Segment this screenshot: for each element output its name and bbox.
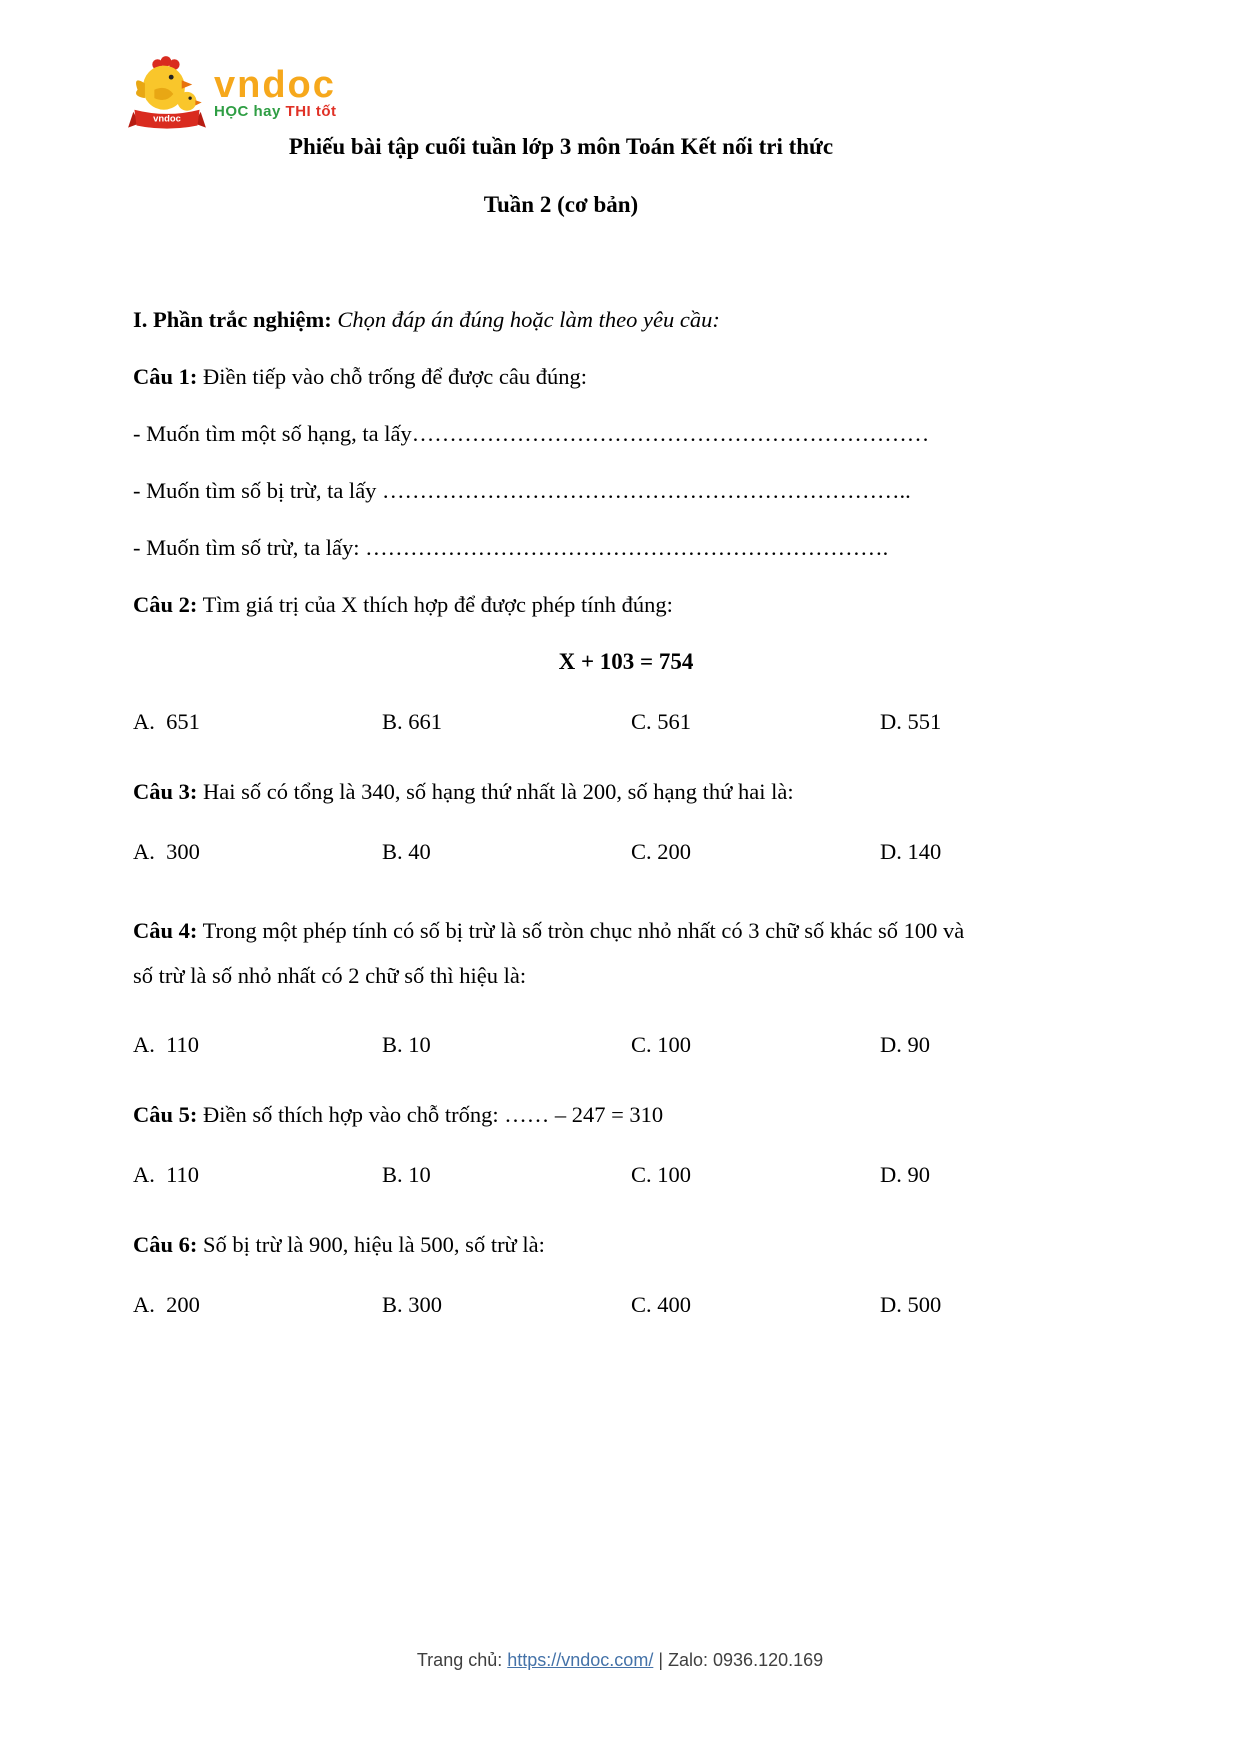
question-2-label: Câu 2: [133,592,198,617]
question-3-label: Câu 3: [133,779,198,804]
option-a: A. 651 [133,709,200,734]
option-b: B. 10 [382,1032,431,1057]
section-heading [133,306,989,333]
question-5-label: Câu 5: [133,1102,198,1127]
question-1 [133,363,989,390]
question-3-options [133,838,989,865]
document-content [133,0,989,1318]
page-title: Phiếu bài tập cuối tuần lớp 3 môn Toán Kết nối tri thức [288,134,834,159]
question-3 [133,778,989,805]
question-1-label: Câu 1: [133,364,198,389]
option-c: C. 200 [631,839,692,864]
option-d: D. 90 [880,1032,930,1057]
option-d: D. 500 [880,1292,942,1317]
option-d: D. 140 [880,839,942,864]
section-label: I. Phần trắc nghiệm: [133,307,332,332]
option-b: B. 10 [382,1162,431,1187]
option-a: A. 110 [133,1162,200,1187]
question-5-text: Điền số thích hợp vào chỗ trống: …… – 247 = 310 [197,1102,664,1127]
question-4-label: Câu 4: [133,918,198,943]
question-1-blank-line-1: - Muốn tìm một số hạng, ta lấy…………………………………………………………… [133,421,930,446]
option-a: A. 110 [133,1032,200,1057]
question-5-options [133,1161,989,1188]
question-6-label: Câu 6: [133,1232,198,1257]
logo-tagline-red: THI tốt [285,103,337,120]
question-6 [133,1231,989,1258]
question-1-text: Điền tiếp vào chỗ trống để được câu đúng: [197,364,587,389]
section-instruction: Chọn đáp án đúng hoặc làm theo yêu cầu: [331,307,720,332]
page-footer [0,1648,1240,1672]
question-2-options [133,708,989,735]
option-a: A. 200 [133,1292,200,1317]
question-6-options [133,1291,989,1318]
option-b: B. 661 [382,709,443,734]
option-a: A. 300 [133,839,200,864]
question-1-blank-line-3: - Muốn tìm số trừ, ta lấy: ……………………………………………………………. [133,535,889,560]
question-1-blank-line-2: - Muốn tìm số bị trừ, ta lấy …………………………………………………………….. [133,478,911,503]
page-subtitle: Tuần 2 (cơ bản) [483,192,639,217]
question-2 [133,591,989,618]
option-c: C. 100 [631,1162,692,1187]
option-c: C. 400 [631,1292,692,1317]
question-3-text: Hai số có tổng là 340, số hạng thứ nhất là 200, số hạng thứ hai là: [197,779,794,804]
option-d: D. 90 [880,1162,930,1187]
question-5 [133,1101,989,1128]
footer-suffix: | Zalo: 0936.120.169 [653,1650,824,1670]
option-b: B. 300 [382,1292,443,1317]
question-2-text: Tìm giá trị của X thích hợp để được phép tính đúng: [197,592,673,617]
home-link[interactable]: https://vndoc.com/ [507,1650,654,1670]
logo-ribbon-text: vndoc [153,113,181,125]
footer-prefix: Trang chủ: [416,1650,508,1670]
question-4-options [133,1031,989,1058]
logo-tagline-green: HỌC hay [214,103,281,120]
option-c: C. 100 [631,1032,692,1057]
logo-brand-text: vndoc [214,64,336,106]
option-d: D. 551 [880,709,942,734]
question-4 [133,908,989,998]
option-c: C. 561 [631,709,692,734]
question-2-equation: X + 103 = 754 [558,649,694,674]
option-b: B. 40 [382,839,431,864]
question-6-text: Số bị trừ là 900, hiệu là 500, số trừ là: [197,1232,545,1257]
question-4-text: Trong một phép tính có số bị trừ là số tròn chục nhỏ nhất có 3 chữ số khác số 100 và số trừ là số nhỏ nhất có 2 chữ số thì hiệu là: [133,918,965,988]
